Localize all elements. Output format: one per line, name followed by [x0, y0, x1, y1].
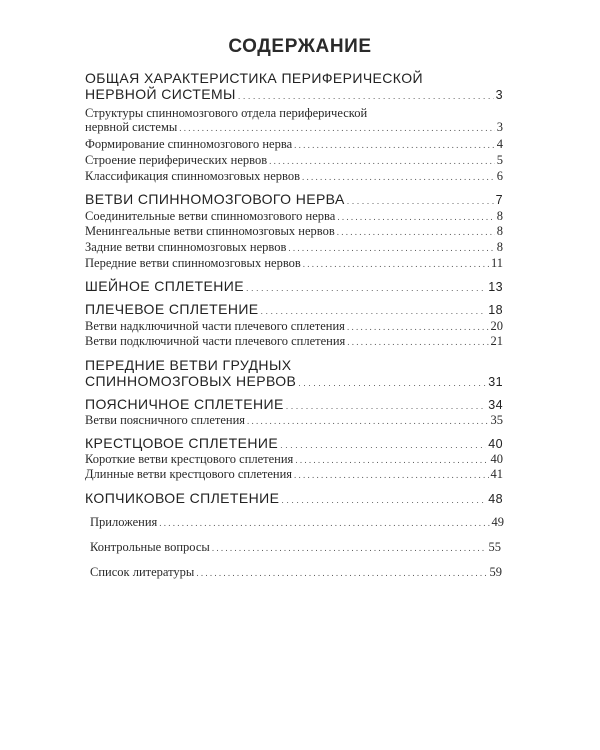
toc-entry[interactable] — [85, 490, 503, 506]
toc-entry-title: Классификация спинномозговых нервов — [85, 169, 300, 183]
dot-leader — [298, 373, 486, 389]
dot-leader — [281, 490, 486, 506]
toc-entry-title: ПОЯСНИЧНОЕ СПЛЕТЕНИЕ — [85, 396, 284, 412]
toc-entry-title: КРЕСТЦОВОЕ СПЛЕТЕНИЕ — [85, 435, 279, 451]
toc-entry[interactable] — [85, 191, 503, 207]
toc-entry[interactable] — [85, 396, 503, 412]
dot-leader — [295, 452, 488, 467]
toc-entry[interactable] — [85, 256, 503, 271]
toc-entry[interactable] — [85, 224, 503, 239]
toc-entry[interactable] — [90, 515, 504, 530]
dot-leader — [294, 137, 495, 152]
toc-page-number: 13 — [488, 280, 503, 294]
toc-entry-title: Ветви поясничного сплетения — [85, 413, 246, 427]
toc-entry[interactable] — [85, 278, 503, 294]
toc-page-number: 11 — [490, 256, 503, 270]
toc-entry[interactable] — [85, 334, 503, 349]
dot-leader — [294, 467, 488, 482]
toc-entry-title: Менингеальные ветви спинномозговых нервов — [85, 224, 335, 238]
toc-entry[interactable] — [85, 240, 503, 255]
toc-page-number: 8 — [496, 224, 503, 238]
toc-page-number: 21 — [490, 334, 503, 348]
toc-entry[interactable] — [85, 435, 503, 451]
dot-leader — [261, 301, 487, 317]
toc-entry-line1: Структуры спинномозгового отдела периферической — [85, 106, 368, 120]
toc-entry-title: Передние ветви спинномозговых нервов — [85, 256, 301, 270]
dot-leader — [247, 413, 488, 428]
toc-page-number: 4 — [496, 137, 503, 151]
toc-entry-title: Строение периферических нервов — [85, 153, 268, 167]
toc-entry-title: Длинные ветви крестцового сплетения — [85, 467, 293, 481]
toc-entry-title: ВЕТВИ СПИННОМОЗГОВОГО НЕРВА — [85, 191, 345, 207]
toc-entry[interactable] — [85, 209, 503, 224]
dot-leader — [286, 396, 487, 412]
dot-leader — [302, 169, 495, 184]
dot-leader — [303, 256, 489, 271]
toc-entry[interactable] — [90, 565, 502, 580]
toc-page-number: 40 — [488, 437, 503, 451]
toc-entry[interactable] — [90, 540, 501, 555]
dot-leader — [269, 153, 495, 168]
toc-entry[interactable] — [85, 153, 503, 168]
toc-entry[interactable] — [85, 120, 503, 135]
dot-leader — [212, 540, 487, 555]
toc-entry-title: Контрольные вопросы — [90, 540, 210, 554]
toc-entry-title: Задние ветви спинномозговых нервов — [85, 240, 287, 254]
toc-page-number: 41 — [490, 467, 503, 481]
dot-leader — [347, 334, 488, 349]
toc-entry-title: Ветви подключичной части плечевого сплетения — [85, 334, 346, 348]
toc-page-number: 3 — [496, 120, 503, 134]
toc-entry[interactable] — [85, 319, 503, 334]
toc-page-number: 5 — [496, 153, 503, 167]
toc-entry-title: Короткие ветви крестцового сплетения — [85, 452, 294, 466]
toc-entry-title: Приложения — [90, 515, 158, 529]
dot-leader — [337, 224, 495, 239]
toc-page-number: 34 — [488, 398, 503, 412]
toc-entry-heading-line1: ОБЩАЯ ХАРАКТЕРИСТИКА ПЕРИФЕРИЧЕСКОЙ — [85, 70, 423, 86]
dot-leader — [280, 435, 486, 451]
toc-page-number: 7 — [495, 193, 503, 207]
toc-page-number: 8 — [496, 209, 503, 223]
toc-entry-title: Формирование спинномозгового нерва — [85, 137, 293, 151]
toc-page-number: 6 — [496, 169, 503, 183]
toc-entry-title: СПИННОМОЗГОВЫХ НЕРВОВ — [85, 373, 297, 389]
toc-entry[interactable] — [85, 373, 503, 389]
toc-entry-title: нервной системы — [85, 120, 178, 134]
toc-entry[interactable] — [85, 452, 503, 467]
toc-page-number: 35 — [490, 413, 503, 427]
dot-leader — [288, 240, 494, 255]
toc-page-number: 59 — [489, 565, 502, 579]
toc-page-number: 55 — [488, 540, 501, 554]
toc-entry-title: КОПЧИКОВОЕ СПЛЕТЕНИЕ — [85, 490, 280, 506]
toc-page-number: 49 — [491, 515, 504, 529]
toc-entry[interactable] — [85, 301, 503, 317]
toc-entry-heading-line1: ПЕРЕДНИЕ ВЕТВИ ГРУДНЫХ — [85, 357, 292, 373]
dot-leader — [347, 319, 489, 334]
toc-page-number: 20 — [490, 319, 503, 333]
toc-page-number: 31 — [488, 375, 503, 389]
page-title: СОДЕРЖАНИЕ — [228, 36, 372, 57]
dot-leader — [196, 565, 487, 580]
toc-entry[interactable] — [85, 137, 503, 152]
toc-entry-title: Список литературы — [90, 565, 195, 579]
toc-page-number: 3 — [495, 88, 503, 102]
dot-leader — [238, 86, 494, 102]
toc-entry-title: ШЕЙНОЕ СПЛЕТЕНИЕ — [85, 278, 244, 294]
toc-page-number: 18 — [488, 303, 503, 317]
toc-entry[interactable] — [85, 467, 503, 482]
dot-leader — [179, 120, 495, 135]
toc-page-number: 48 — [488, 492, 503, 506]
dot-leader — [159, 515, 489, 530]
toc-entry-title: НЕРВНОЙ СИСТЕМЫ — [85, 86, 236, 102]
toc-entry-title: Соединительные ветви спинномозгового нерва — [85, 209, 336, 223]
toc-entry[interactable] — [85, 413, 503, 428]
dot-leader — [337, 209, 494, 224]
dot-leader — [246, 278, 486, 294]
dot-leader — [347, 191, 494, 207]
toc-entry[interactable] — [85, 86, 503, 102]
toc-page-number: 40 — [490, 452, 503, 466]
toc-entry-title: Ветви надключичной части плечевого сплетения — [85, 319, 345, 333]
toc-entry[interactable] — [85, 169, 503, 184]
toc-page-number: 8 — [496, 240, 503, 254]
toc-entry-title: ПЛЕЧЕВОЕ СПЛЕТЕНИЕ — [85, 301, 259, 317]
